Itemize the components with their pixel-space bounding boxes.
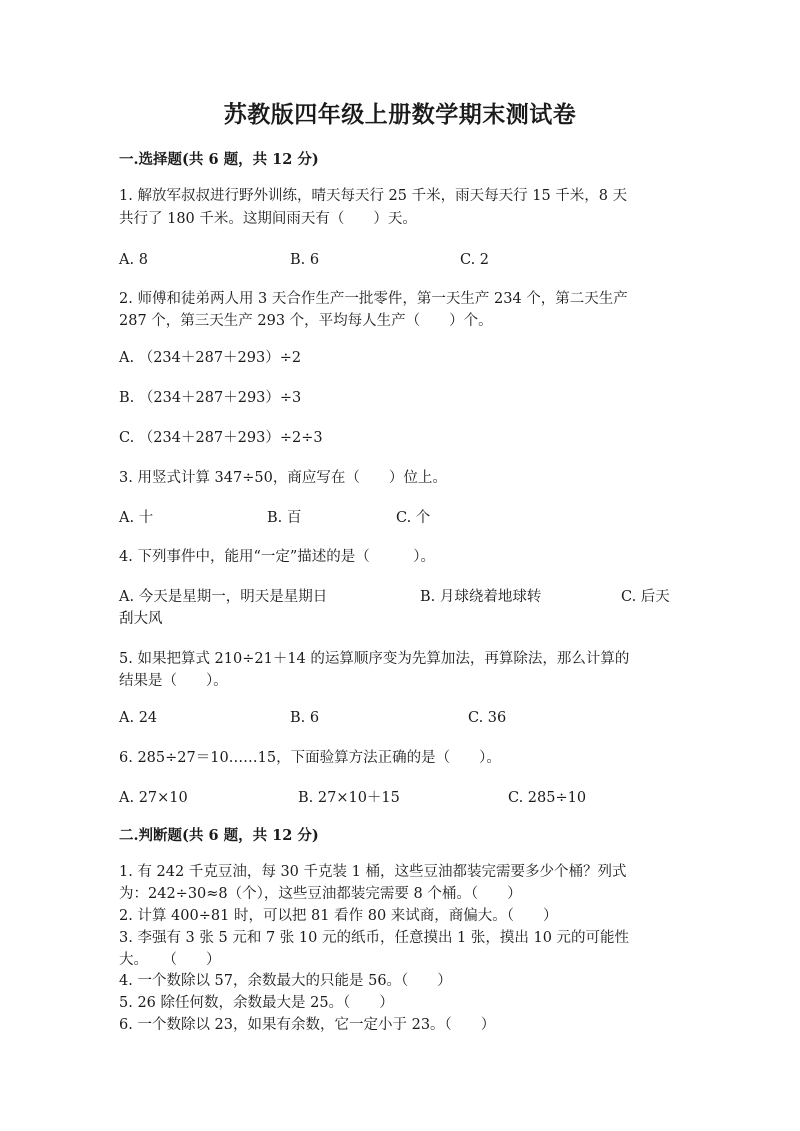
question-2-option-b: B. （234＋287＋293）÷3 bbox=[119, 390, 302, 406]
question-4-option-a: A. 今天是星期一，明天是星期日 bbox=[119, 589, 328, 605]
judgment-line-3: 2. 计算 400÷81 时，可以把 81 看作 80 来试商，商偏大。（ ） bbox=[119, 908, 558, 924]
question-1-option-c: C. 2 bbox=[460, 252, 490, 268]
question-1-option-b: B. 6 bbox=[290, 252, 320, 268]
section-heading-judgment: 二.判断题(共 6 题，共 12 分) bbox=[119, 827, 319, 844]
question-1-line-1: 1. 解放军叔叔进行野外训练，晴天每天行 25 千米，雨天每天行 15 千米，8 天 bbox=[119, 188, 628, 204]
question-4-option-c-continued: 刮大风 bbox=[119, 611, 163, 627]
question-6-line-1: 6. 285÷27＝10……15，下面验算方法正确的是（ ）。 bbox=[119, 750, 501, 766]
question-3-option-c: C. 个 bbox=[396, 510, 431, 526]
question-4-line-1: 4. 下列事件中，能用“一定”描述的是（ ）。 bbox=[119, 549, 436, 565]
question-4-option-c: C. 后天 bbox=[621, 589, 670, 605]
question-1-option-a: A. 8 bbox=[119, 252, 148, 268]
judgment-line-6: 4. 一个数除以 57，余数最大的只能是 56。（ ） bbox=[119, 973, 452, 989]
question-5-line-2: 结果是（ ）。 bbox=[119, 673, 228, 689]
judgment-line-5: 大。 （ ） bbox=[119, 952, 221, 968]
question-5-line-1: 5. 如果把算式 210÷21＋14 的运算顺序变为先算加法，再算除法，那么计算的 bbox=[119, 651, 630, 667]
question-4-option-b: B. 月球绕着地球转 bbox=[420, 589, 542, 605]
question-2-option-c: C. （234＋287＋293）÷2÷3 bbox=[119, 430, 323, 446]
question-5-option-c: C. 36 bbox=[468, 710, 507, 726]
judgment-line-7: 5. 26 除任何数，余数最大是 25。（ ） bbox=[119, 995, 394, 1011]
question-1-line-2: 共行了 180 千米。这期间雨天有（ ）天。 bbox=[119, 211, 417, 227]
question-3-option-a: A. 十 bbox=[119, 510, 154, 526]
question-6-option-a: A. 27×10 bbox=[119, 790, 188, 806]
exam-title: 苏教版四年级上册数学期末测试卷 bbox=[223, 101, 577, 128]
question-2-line-1: 2. 师傅和徒弟两人用 3 天合作生产一批零件，第一天生产 234 个，第二天生产 bbox=[119, 291, 628, 307]
question-2-line-2: 287 个，第三天生产 293 个，平均每人生产（ ）个。 bbox=[119, 313, 493, 329]
judgment-line-4: 3. 李强有 3 张 5 元和 7 张 10 元的纸币，任意摸出 1 张，摸出 10 元的可能性 bbox=[119, 930, 630, 946]
question-2-option-a: A. （234＋287＋293）÷2 bbox=[119, 350, 302, 366]
question-3-line-1: 3. 用竖式计算 347÷50，商应写在（ ）位上。 bbox=[119, 470, 447, 486]
question-5-option-a: A. 24 bbox=[119, 710, 158, 726]
question-6-option-b: B. 27×10＋15 bbox=[298, 790, 400, 806]
question-6-option-c: C. 285÷10 bbox=[508, 790, 587, 806]
question-3-option-b: B. 百 bbox=[267, 510, 302, 526]
judgment-line-1: 1. 有 242 千克豆油，每 30 千克装 1 桶，这些豆油都装完需要多少个桶？列式 bbox=[119, 864, 627, 880]
judgment-line-2: 为：242÷30≈8（个），这些豆油都装完需要 8 个桶。（ ） bbox=[119, 886, 522, 902]
question-5-option-b: B. 6 bbox=[290, 710, 320, 726]
judgment-line-8: 6. 一个数除以 23，如果有余数，它一定小于 23。（ ） bbox=[119, 1017, 496, 1033]
section-heading-choice: 一.选择题(共 6 题，共 12 分) bbox=[119, 151, 319, 168]
